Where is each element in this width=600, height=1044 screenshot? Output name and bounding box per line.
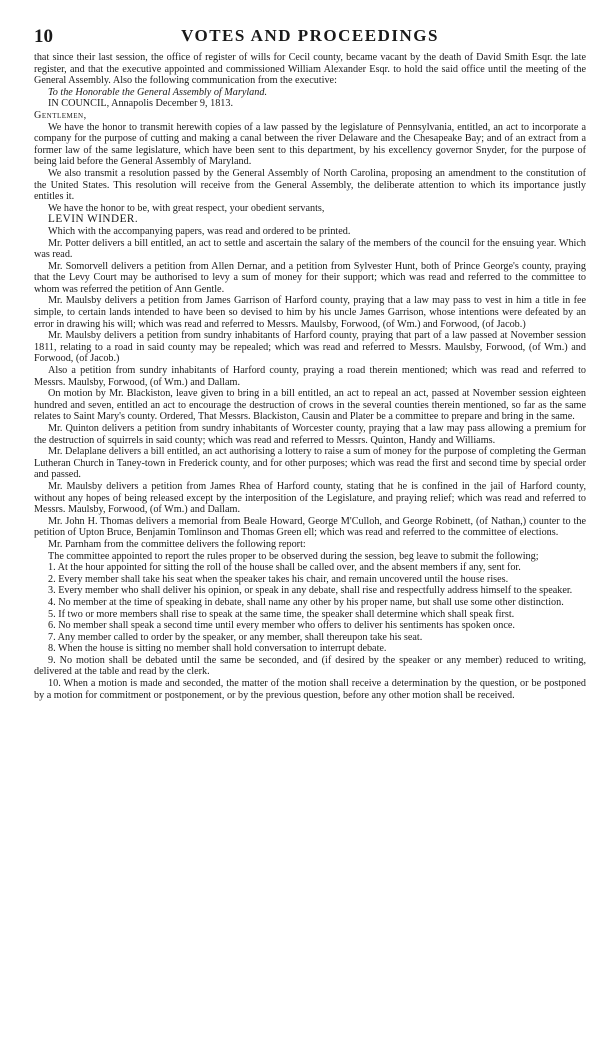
running-head: VOTES AND PROCEEDINGS xyxy=(181,26,439,45)
letter-dateline: IN COUNCIL, Annapolis December 9, 1813. xyxy=(48,98,234,110)
paragraph: The committee appointed to report the rules proper to be observed during the session, beg leave to submit the following; xyxy=(48,550,539,562)
rule-item: 5. If two or more members shall rise to speak at the same time, the speaker shall determine which shall speak first. xyxy=(48,608,515,620)
document-body xyxy=(34,52,586,701)
paragraph: Mr. Parnham from the committee delivers the following report: xyxy=(48,538,306,550)
rule-item: 4. No member at the time of speaking in debate, shall name any other by his proper name, but shall use some other distinction. xyxy=(48,596,564,608)
letter-paragraph: We have the honor to be, with great respect, your obedient servants, xyxy=(48,202,325,214)
paragraph: Mr. Maulsby delivers a petition from James Rhea of Harford county, stating that he is confined in the jail of Harford county, without any hopes of being released except by the interposition of the Legislature, and praying relief; which was read and referred to Messrs. Maulsby, Forwood, (of Wm.) and Dallam. xyxy=(34,480,586,516)
rule-item: 7. Any member called to order by the speaker, or any member, shall thereupon take his seat. xyxy=(48,631,423,643)
paragraph: Mr. Somorvell delivers a petition from Allen Dernar, and a petition from Sylvester Hunt, both of Prince George's county, praying that the Levy Court may be authorised to levy a sum of money for their support; which was read and referred to the committee to whom was referred the petition of Ann Gentle. xyxy=(34,260,586,295)
paragraph: Mr. Delaplane delivers a bill entitled, an act authorising a lottery to raise a sum of money for the purpose of completing the German Lutheran Church in Taney-town in Frederick county, and for other purposes; which was read the first and second time by special order and passed. xyxy=(34,446,586,481)
paragraph: Also a petition from sundry inhabitants of Harford county, praying a road therein mentioned; which was read and referred to Messrs. Maulsby, Forwood, (of Wm.) and Dallam. xyxy=(34,365,586,388)
rule-item: 10. When a motion is made and seconded, the matter of the motion shall receive a determination by the question, or be postponed by a motion for commitment or postponement, or by the previous question, before any other motion shall be received. xyxy=(34,678,586,701)
page-number: 10 xyxy=(34,26,53,47)
page-header xyxy=(34,26,586,48)
paragraph: On motion by Mr. Blackiston, leave given to bring in a bill entitled, an act to repeal an act, passed at November session eighteen hundred and seven, entitled an act to encourage the destruction of crows in the several counties therein mentioned, so far as the same relates to Saint Mary's county. Ordered, That Messrs. Blackiston, Causin and Plater be a committee to prepare and bring in the same. xyxy=(34,388,586,423)
paragraph: Mr. Maulsby delivers a petition from James Garrison of Harford county, praying that a law may pass to vest in him a title in fee simple, to certain lands intended to have been so devised to him by his uncle James Garrison, whose intentions were defeated by an error in drawing his will; which was read and referred to Messrs. Maulsby, Forwood, (of Wm.) and Forwood, (of Jacob.) xyxy=(34,295,586,330)
rule-item: 2. Every member shall take his seat when the speaker takes his chair, and remain uncovered until the house rises. xyxy=(48,573,509,585)
paragraph: Mr. Potter delivers a bill entitled, an act to settle and ascertain the salary of the members of the council for the ensuing year. Which was read. xyxy=(34,237,586,261)
rule-item: 6. No member shall speak a second time until every member who offers to deliver his sentiments has spoken once. xyxy=(48,620,515,632)
rule-item: 3. Every member who shall deliver his opinion, or speak in any debate, shall rise and respectfully address himself to the speaker. xyxy=(48,585,573,597)
letter-signature: LEVIN WINDER. xyxy=(48,213,139,226)
letter-paragraph: We have the honor to transmit herewith copies of a law passed by the legislature of Pennsylvania, entitled, an act to incorporate a company for the purpose of cutting and making a canal between the river Delaware and the Chesapeake Bay; and of an extract from a former law of the same legislature, which have been sent to this department, by his excellency governor Snyder, for the purpose of being laid before the General Assembly of Maryland. xyxy=(34,121,586,168)
rule-item: 8. When the house is sitting no member shall hold conversation to interrupt debate. xyxy=(48,643,387,655)
paragraph: Mr. Quinton delivers a petition from sundry inhabitants of Worcester county, praying that a law may pass allowing a premium for the destruction of squirrels in said county; which was read and referred to Messrs. Quinton, Handy and Williams. xyxy=(34,423,586,446)
letter-paragraph: We also transmit a resolution passed by the General Assembly of North Carolina, proposing an amendment to the constitution of the United States. This resolution will receive from the General Assembly, the deliberate attention to which its importance justly entitles it. xyxy=(34,167,586,203)
paragraph: Which with the accompanying papers, was read and ordered to be printed. xyxy=(48,225,351,237)
rule-item: 1. At the hour appointed for sitting the roll of the house shall be called over, and the absent members if any, sent for. xyxy=(48,562,521,574)
paragraph: that since their last session, the office of register of wills for Cecil county, became vacant by the death of David Smith Esqr. the late register, and that the executive appointed and commissioned William Alexander Esqr. to hold the said office until the meeting of the General Assembly. Also the following communication from the executive: xyxy=(34,52,586,87)
letter-salutation: Gentlemen, xyxy=(34,109,87,121)
paragraph: Mr. Maulsby delivers a petition from sundry inhabitants of Harford county, praying that part of a law passed at November session 1811, relating to a road in said county may be repealed; which was read and referred to Messrs. Maulsby, Forwood, (of Wm.) and Forwood, (of Jacob.) xyxy=(34,330,586,365)
paragraph: Mr. John H. Thomas delivers a memorial from Beale Howard, George M'Culloh, and George Robinett, (of Nathan,) counter to the petition of Upton Bruce, Benjamin Tomlinson and Thomas Green ell; which was read and referred to the committee of elections. xyxy=(34,515,586,539)
rule-item: 9. No motion shall be debated until the same be seconded, and (if desired by the speaker or any member) reduced to writing, delivered at the table and read by the clerk. xyxy=(34,654,586,678)
letter-address: To the Honorable the General Assembly of Maryland. xyxy=(48,86,268,98)
